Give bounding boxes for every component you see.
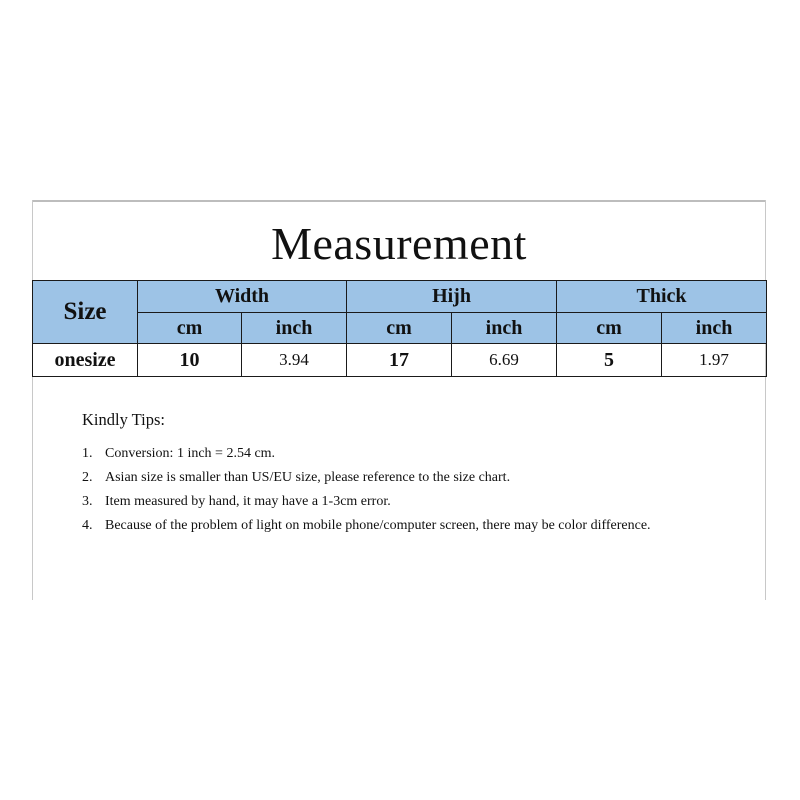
list-item bbox=[82, 443, 702, 464]
list-item-text: Conversion: 1 inch = 2.54 cm. bbox=[105, 446, 276, 461]
unit-header-cell: cm bbox=[347, 313, 452, 344]
sheet-top-border bbox=[32, 200, 766, 202]
list-item-text: Asian size is smaller than US/EU size, please reference to the size chart. bbox=[105, 470, 511, 485]
unit-header-cell: inch bbox=[452, 313, 557, 344]
row-size-name: onesize bbox=[33, 344, 138, 377]
measurement-sheet bbox=[32, 200, 766, 600]
table-unit-row bbox=[33, 313, 767, 344]
list-item-number: 1. bbox=[82, 446, 93, 461]
group-header-height: Hijh bbox=[347, 281, 557, 313]
list-item-number: 2. bbox=[82, 470, 93, 485]
list-item-number: 3. bbox=[82, 494, 93, 509]
table-cell: 3.94 bbox=[242, 344, 347, 377]
table-header-row bbox=[33, 281, 767, 313]
unit-header-cell: cm bbox=[138, 313, 242, 344]
table-cell: 5 bbox=[557, 344, 662, 377]
table-row bbox=[33, 344, 767, 377]
size-header-cell: Size bbox=[33, 281, 138, 344]
tips-title: Kindly Tips: bbox=[82, 410, 165, 429]
unit-header-cell: cm bbox=[557, 313, 662, 344]
tips-section bbox=[82, 410, 702, 539]
page-title: Measurement bbox=[271, 218, 527, 269]
list-item bbox=[82, 515, 702, 536]
table-cell: 6.69 bbox=[452, 344, 557, 377]
group-header-width: Width bbox=[138, 281, 347, 313]
tips-list bbox=[82, 443, 702, 536]
list-item-number: 4. bbox=[82, 518, 93, 533]
list-item bbox=[82, 491, 702, 512]
list-item-text: Because of the problem of light on mobile phone/computer screen, there may be color difference. bbox=[105, 518, 651, 533]
list-item bbox=[82, 467, 702, 488]
table-cell: 1.97 bbox=[662, 344, 767, 377]
table-cell: 17 bbox=[347, 344, 452, 377]
list-item-text: Item measured by hand, it may have a 1-3cm error. bbox=[105, 494, 391, 509]
unit-header-cell: inch bbox=[662, 313, 767, 344]
group-header-thick: Thick bbox=[557, 281, 767, 313]
table-cell: 10 bbox=[138, 344, 242, 377]
size-table bbox=[32, 280, 767, 377]
unit-header-cell: inch bbox=[242, 313, 347, 344]
